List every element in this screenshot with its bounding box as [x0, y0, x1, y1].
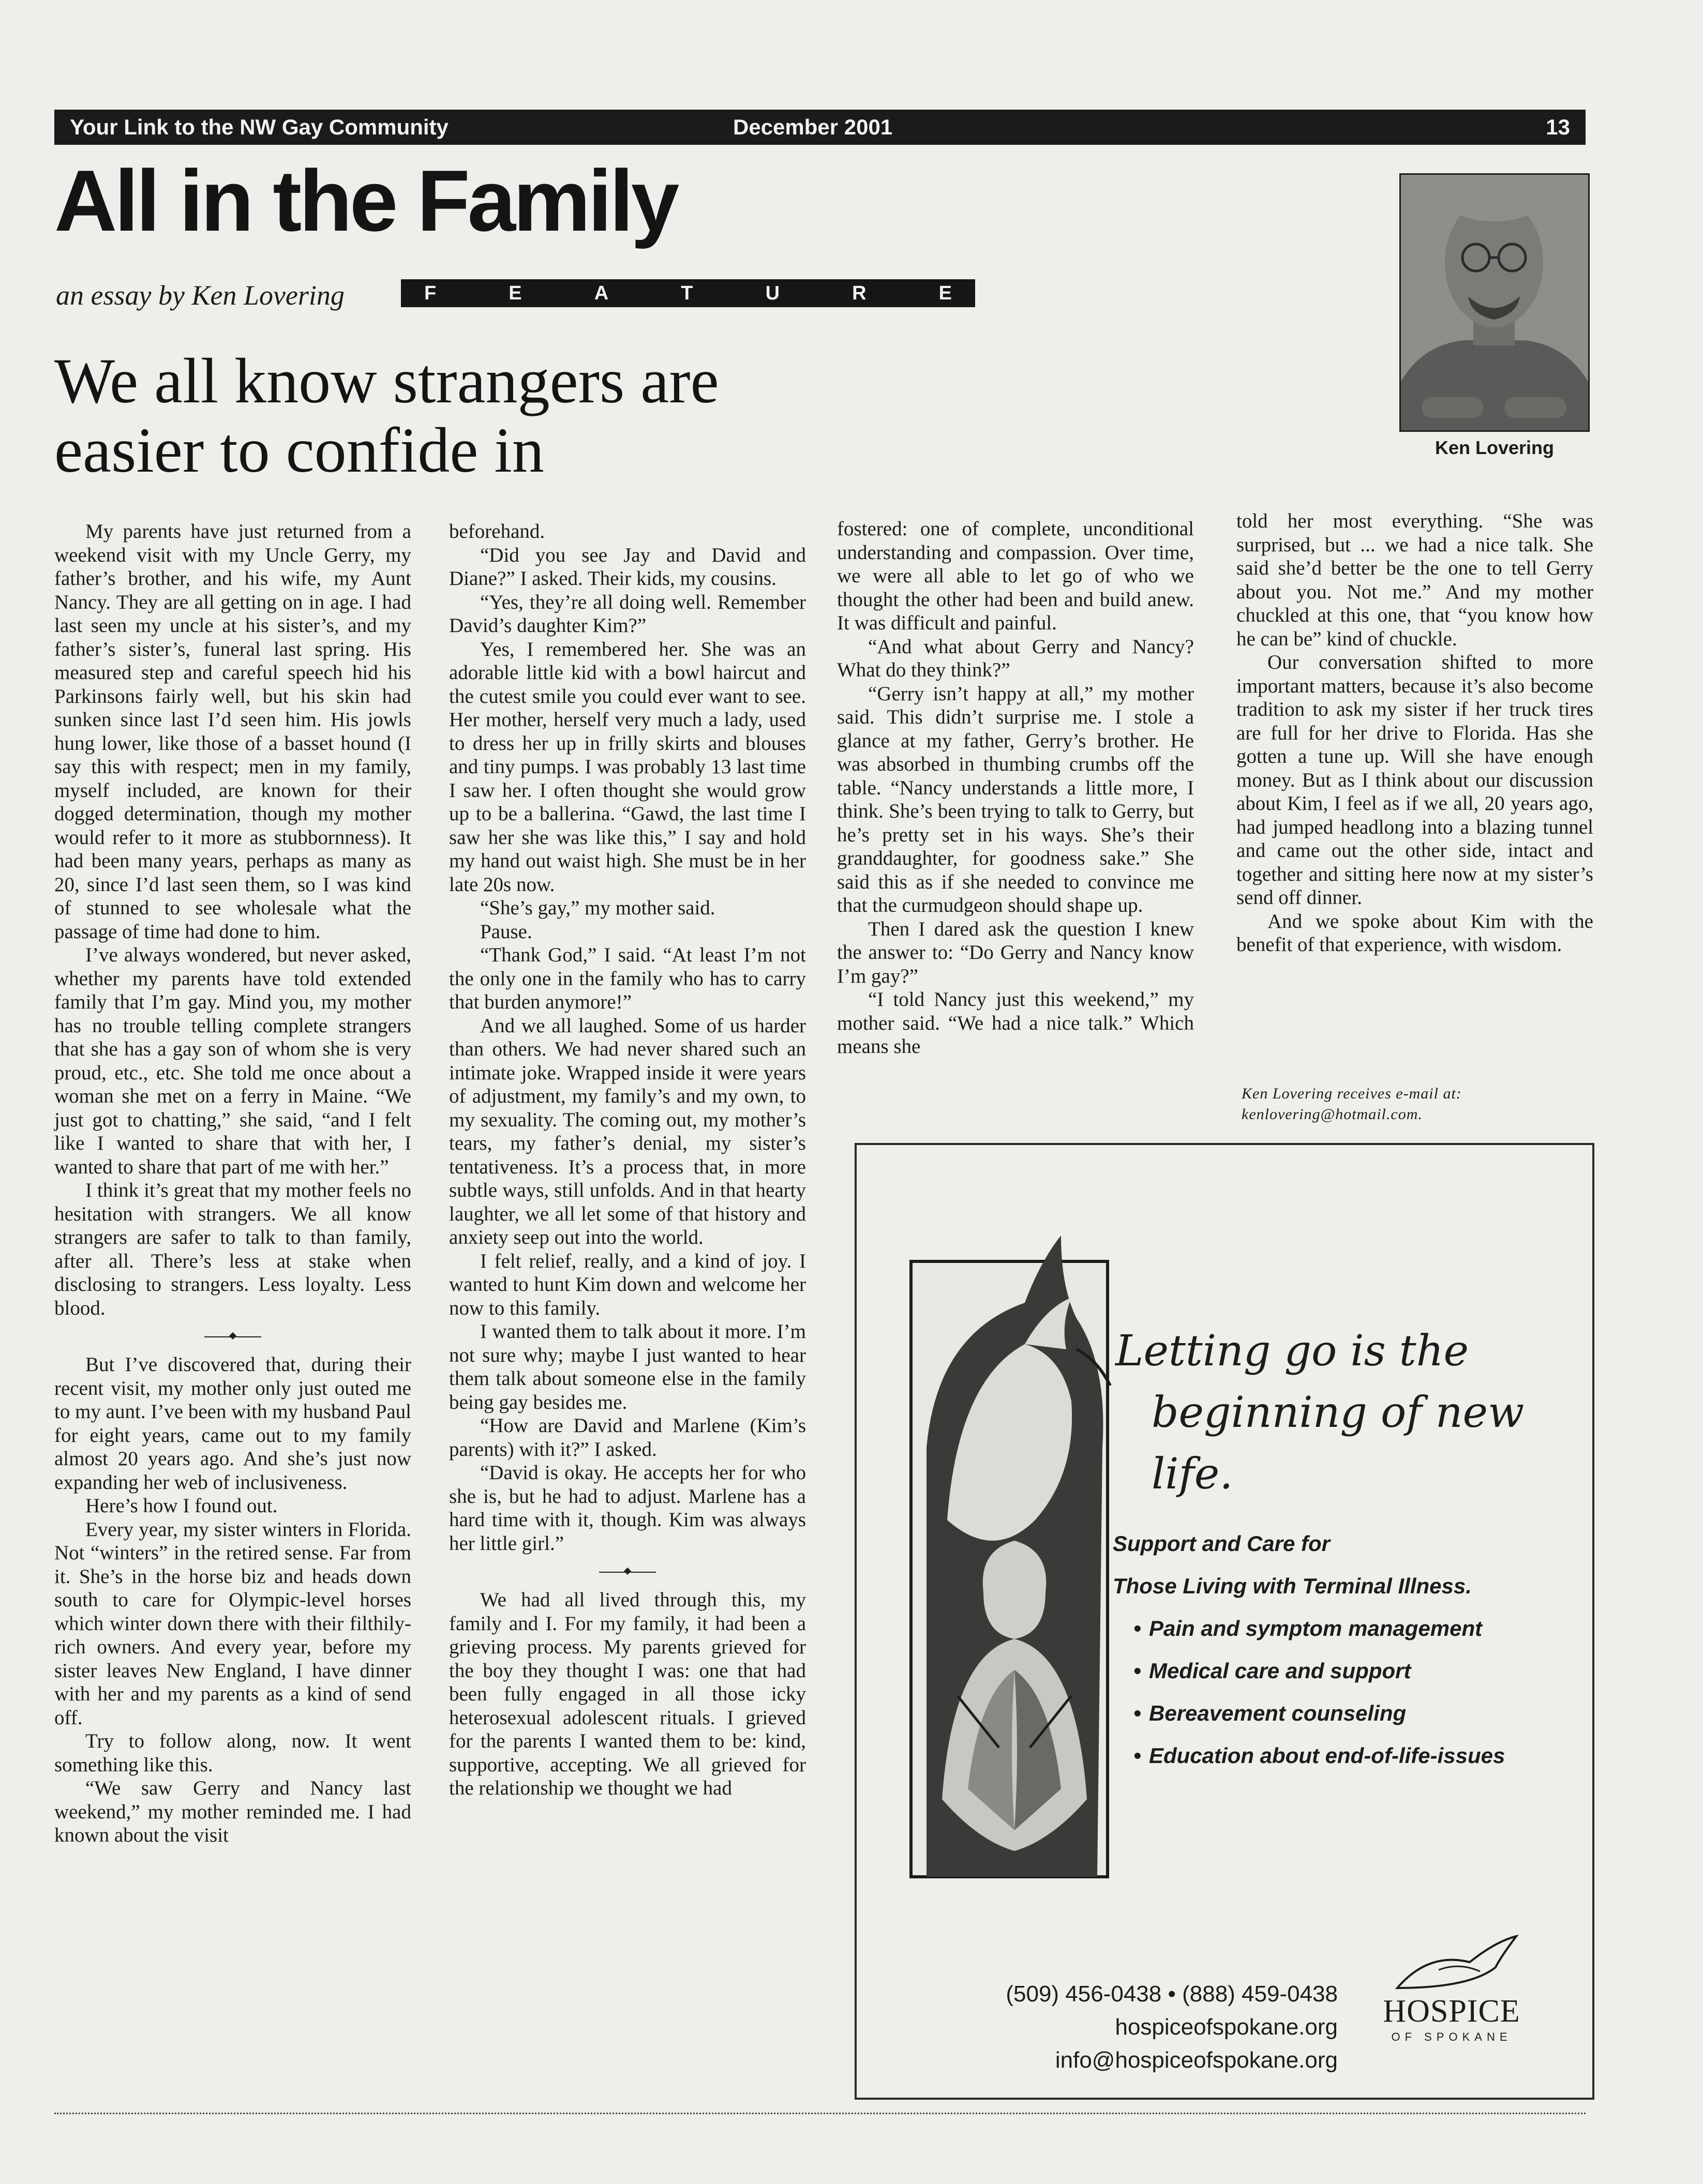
- ad-service-item: • Medical care and support: [1113, 1650, 1568, 1692]
- feature-letter: E: [509, 282, 522, 304]
- bottom-divider: [54, 2113, 1586, 2117]
- author-contact: [1242, 1083, 1593, 1125]
- article-paragraph: Our conversation shifted to more important matters, because it’s also become tradition to ask my sister if her truck tires are full for her drive to Florida. Has she gotten a tune up. Will she have enough money. But as I think about our discussion about Kim, I feel as if we all, 20 years ago, had jumped headlong into a blazing tunnel and came out the other side, intact and together and sitting here now at my sister’s send off dinner.: [1236, 651, 1593, 909]
- article-paragraph: I felt relief, really, and a kind of joy. I wanted to hunt Kim down and welcome her now to this family.: [449, 1249, 806, 1319]
- article-paragraph: “I told Nancy just this weekend,” my mother said. “We had a nice talk.” Which means she: [837, 988, 1194, 1058]
- article-paragraph: “Yes, they’re all doing well. Remember David’s daughter Kim?”: [449, 591, 806, 637]
- header-date: December 2001: [733, 115, 893, 139]
- header-tagline: Your Link to the NW Gay Community: [70, 115, 449, 139]
- feature-letter: T: [681, 282, 693, 304]
- article-column-2: [449, 520, 806, 1800]
- feature-letter: R: [852, 282, 867, 304]
- article-paragraph: Every year, my sister winters in Florida. Not “winters” in the retired sense. Far from it. She’s in the horse biz and heads down south to care for Olympic-level horses which winter down there with their filthily-rich owners. And every year, before my sister leaves New England, I have dinner with her and my parents as a kind of send off.: [54, 1518, 411, 1729]
- feature-letter: F: [424, 282, 437, 304]
- article-paragraph: Yes, I remembered her. She was an adorable little kid with a bowl haircut and the cutest smile you could ever want to see. Her mother, herself very much a lady, used to dress her up in frilly skirts and blouses and tiny pumps. I was probably 13 last time I saw her. I often thought she would grow up to be a ballerina. “Gawd, the last time I saw her she was like this,” I say and hold my hand out waist high. She must be in her late 20s now.: [449, 638, 806, 896]
- ad-phone-numbers: (509) 456-0438 • (888) 459-0438: [1006, 1981, 1338, 2007]
- ad-contact-info: [903, 1978, 1338, 2077]
- photo-caption: Ken Lovering: [1435, 437, 1555, 458]
- contact-label: Ken Lovering receives e-mail at:: [1242, 1085, 1462, 1102]
- article-paragraph: “David is okay. He accepts her for who she is, but he had to adjust. Marlene has a hard time with it, though. Kim was always her little girl.”: [449, 1462, 806, 1555]
- ad-support-heading: Those Living with Terminal Illness.: [1113, 1574, 1472, 1598]
- logo-subtitle: OF SPOKANE: [1391, 2030, 1512, 2043]
- feature-letter: U: [765, 282, 780, 304]
- series-title: All in the Family: [54, 152, 677, 249]
- ad-tagline-line: Letting go is the: [1115, 1327, 1469, 1376]
- ad-service-item: • Bereavement counseling: [1113, 1692, 1568, 1735]
- section-separator: [449, 1561, 806, 1582]
- section-separator: [54, 1326, 411, 1347]
- article-paragraph: beforehand.: [449, 520, 545, 543]
- feature-banner: [401, 279, 975, 307]
- article-paragraph: told her most everything. “She was surprised, but ... we had a nice talk. She said she’d better be the one to tell Gerry about you. Not me.” And my mother chuckled at this one, that “you know how he can be” kind of chuckle.: [1236, 510, 1593, 650]
- article-paragraph: fostered: one of complete, unconditional understanding and compassion. Over time, we were all able to let go of who we thought the other had been and build anew. It was difficult and painful.: [837, 518, 1194, 634]
- article-paragraph: “Thank God,” I said. “At least I’m not the only one in the family who has to carry that burden anymore!”: [449, 944, 806, 1013]
- ad-services-list: [1113, 1607, 1568, 1777]
- article-paragraph: “We saw Gerry and Nancy last weekend,” my mother reminded me. I had known about the visit: [54, 1777, 411, 1846]
- ad-services-block: [1113, 1523, 1568, 1777]
- article-paragraph: “She’s gay,” my mother said.: [480, 897, 715, 919]
- logo-wordmark: HOSPICE: [1383, 1994, 1520, 2029]
- article-column-4: [1236, 509, 1593, 957]
- page-number: 13: [1546, 115, 1570, 139]
- article-paragraph: We had all lived through this, my family and I. For my family, it had been a grieving process. My parents grieved for the boy they thought I was: one that had been fully engaged in all those icky heterosexual adolescent rituals. I grieved for the parents I wanted them to be: kind, supportive, accepting. We all grieved for the relationship we thought we had: [449, 1589, 806, 1799]
- article-paragraph: “Did you see Jay and David and Diane?” I asked. Their kids, my cousins.: [449, 544, 806, 590]
- article-paragraph: I wanted them to talk about it more. I’m not sure why; maybe I just wanted to hear them talk about someone else in the family being gay besides me.: [449, 1320, 806, 1413]
- ad-tagline-line: beginning of new life.: [1152, 1388, 1525, 1499]
- feature-letter: A: [594, 282, 609, 304]
- ad-service-item: • Pain and symptom management: [1113, 1607, 1568, 1650]
- article-paragraph: Then I dared ask the question I knew the answer to: “Do Gerry and Nancy know I’m gay?”: [837, 917, 1194, 987]
- article-column-3: [837, 517, 1194, 1059]
- ad-tagline: [1115, 1321, 1571, 1505]
- page-header-bar: [54, 110, 1586, 145]
- dove-logo-icon: [1366, 1931, 1537, 1993]
- ad-email: info@hospiceofspokane.org: [1055, 2047, 1338, 2073]
- article-paragraph: Pause.: [480, 920, 532, 943]
- article-paragraph: But I’ve discovered that, during their recent visit, my mother only just outed me to my aunt. I’ve been with my husband Paul for eight years, came out to my family almost 20 years ago. And she’s just now expanding her web of inclusiveness.: [54, 1353, 411, 1494]
- article-paragraph: I think it’s great that my mother feels no hesitation with strangers. We all know strangers are safer to talk to than family, after all. There’s less at stake when disclosing to strangers. Less loyalty. Less blood.: [54, 1179, 411, 1319]
- article-paragraph: And we all laughed. Some of us harder than others. We had never shared such an intimate joke. Wrapped inside it were years of adjustment, my family’s and my own, to my sexuality. The coming out, my mother’s tears, my father’s denial, my sister’s tentativeness. It’s a process that, in more subtle ways, still unfolds. And in that hearty laughter, we all let some of that history and anxiety seep out into the world.: [449, 1014, 806, 1248]
- contact-email: kenlovering@hotmail.com.: [1242, 1106, 1423, 1123]
- article-headline: We all know strangers are easier to confide in: [54, 345, 719, 486]
- portrait-image: [1401, 175, 1588, 430]
- article-paragraph: Here’s how I found out.: [85, 1495, 278, 1517]
- article-paragraph: “Gerry isn’t happy at all,” my mother said. This didn’t surprise me. I stole a glance at my father, Gerry’s brother. He was absorbed in thumbing crumbs off the table. “Nancy understands a little more, I think. She’s been trying to talk to Gerry, but he’s pretty set in his ways. She’s their granddaughter, for goodness sake.” She said this as if she needed to convince me that the curmudgeon should shape up.: [837, 682, 1194, 916]
- ad-support-heading: Support and Care for: [1113, 1531, 1331, 1556]
- article-column-1: [54, 520, 411, 1847]
- article-paragraph: “How are David and Marlene (Kim’s parents) with it?” I asked.: [449, 1414, 806, 1460]
- article-paragraph: Try to follow along, now. It went something like this.: [54, 1730, 411, 1776]
- article-paragraph: My parents have just returned from a weekend visit with my Uncle Gerry, my father’s brother, and his wife, my Aunt Nancy. They are all getting on in age. I had last seen my uncle at his sister’s, and my father’s sister’s, funeral last spring. His measured step and careful speech hid his Parkinsons fairly well, but his skin had sunken since last I’d seen him. His jowls hung lower, like those of a basset hound (I say this with respect; men in my family, myself included, are known for their dogged determination, though my mother would refer to it more as stubbornness). It had been many years, perhaps as many as 20, since I’d last seen them, so I was kind of stunned to see wholesale what the passage of time had done to him.: [54, 520, 411, 943]
- ad-website: hospiceofspokane.org: [1115, 2014, 1338, 2040]
- author-photo: [1399, 173, 1590, 432]
- article-paragraph: And we spoke about Kim with the benefit of that experience, with wisdom.: [1236, 910, 1593, 956]
- hospice-logo: [1366, 1931, 1537, 2055]
- article-paragraph: “And what about Gerry and Nancy? What do they think?”: [837, 635, 1194, 681]
- article-paragraph: I’ve always wondered, but never asked, whether my parents have told extended family that I’m gay. Mind you, my mother has no trouble telling complete strangers that she has a gay son of whom she is very proud, etc., etc. She told me once about a woman she met on a ferry in Maine. “We just got to chatting,” she said, “and I felt like I wanted to share that with her, I wanted to share that part of me with her.”: [54, 944, 411, 1178]
- feature-letter: E: [938, 282, 952, 304]
- dove-flower-artwork: [906, 1230, 1113, 1882]
- hospice-advertisement: [855, 1143, 1594, 2100]
- byline: an essay by Ken Lovering: [56, 280, 345, 311]
- ad-service-item: • Education about end-of-life-issues: [1113, 1735, 1568, 1777]
